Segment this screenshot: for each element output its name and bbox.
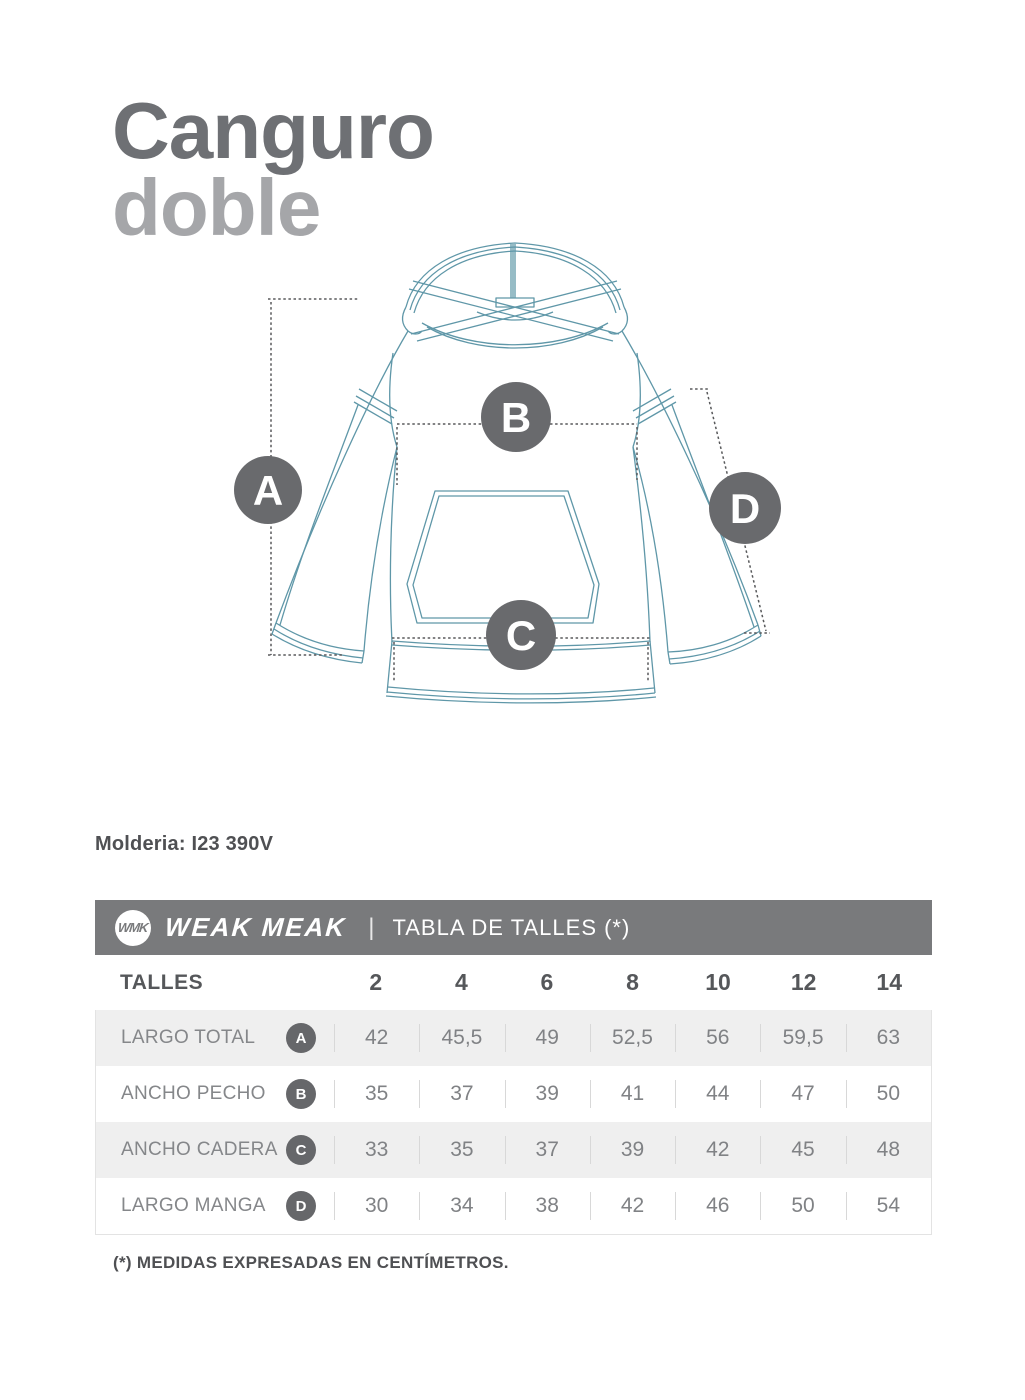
- measurement-value: 59,5: [760, 1010, 845, 1066]
- measurement-value: 47: [760, 1066, 845, 1122]
- row-letter-badge: B: [286, 1079, 316, 1109]
- row-letter-badge: D: [286, 1191, 316, 1221]
- brand-name: WEAK MEAK: [163, 912, 348, 942]
- size-column-header: 4: [454, 969, 468, 995]
- measurement-value: 42: [675, 1122, 760, 1178]
- marker-b-letter: B: [500, 394, 532, 441]
- measurement-value: 45: [760, 1122, 845, 1178]
- hoodie-measurement-diagram: [230, 235, 800, 725]
- measurement-value: 33: [334, 1122, 419, 1178]
- table-header-bar: [95, 900, 932, 955]
- measurement-value: 34: [419, 1178, 504, 1234]
- hoodie-line-art: [230, 235, 800, 725]
- measurement-value: 35: [419, 1122, 504, 1178]
- row-header: [96, 1023, 334, 1053]
- measurement-value: 42: [590, 1178, 675, 1234]
- measurement-value: 44: [675, 1066, 760, 1122]
- row-letter-badge: C: [286, 1135, 316, 1165]
- measurement-value: 54: [846, 1178, 931, 1234]
- row-header: [96, 1135, 334, 1165]
- measurement-value: 39: [590, 1122, 675, 1178]
- measurement-value: 50: [846, 1066, 931, 1122]
- size-column-header: 10: [705, 969, 731, 995]
- measurement-value: 41: [590, 1066, 675, 1122]
- marker-letters: [253, 394, 760, 659]
- measurement-rows: [95, 1010, 932, 1235]
- table-row-ancho-cadera: [96, 1122, 931, 1178]
- page-title: [112, 86, 434, 252]
- size-column-header: 8: [626, 969, 639, 995]
- table-row-largo-total: [96, 1010, 931, 1066]
- row-label: ANCHO PECHO: [121, 1083, 266, 1104]
- row-label: LARGO TOTAL: [121, 1027, 256, 1048]
- size-table: [95, 900, 932, 1235]
- measurement-value: 30: [334, 1178, 419, 1234]
- table-row-largo-manga: [96, 1178, 931, 1234]
- page-title-line1: Canguro: [112, 86, 434, 175]
- row-label: LARGO MANGA: [121, 1195, 266, 1216]
- row-label: ANCHO CADERA: [121, 1139, 278, 1160]
- measurement-value: 56: [675, 1010, 760, 1066]
- measurement-value: 52,5: [590, 1010, 675, 1066]
- molderia-label: Molderia: I23 390V: [95, 833, 274, 855]
- table-row-ancho-pecho: [96, 1066, 931, 1122]
- marker-c-letter: C: [505, 612, 537, 659]
- row-header: [96, 1191, 334, 1221]
- measurement-value: 39: [505, 1066, 590, 1122]
- measurement-value: 48: [846, 1122, 931, 1178]
- units-footnote: (*) MEDIDAS EXPRESADAS EN CENTÍMETROS.: [113, 1253, 509, 1272]
- row-header: [96, 1079, 334, 1109]
- measurement-value: 49: [505, 1010, 590, 1066]
- marker-d-letter: D: [729, 485, 761, 532]
- marker-a-letter: A: [252, 467, 284, 514]
- measurement-value: 63: [846, 1010, 931, 1066]
- measurement-value: 50: [760, 1178, 845, 1234]
- size-column-header: 14: [876, 969, 902, 995]
- measurement-value: 46: [675, 1178, 760, 1234]
- row-letter-badge: A: [286, 1023, 316, 1053]
- size-column-header: 12: [790, 969, 817, 995]
- page-title-line2: doble: [112, 163, 321, 252]
- sizes-header-label: TALLES: [120, 970, 204, 994]
- brand-monogram: WMK: [117, 920, 149, 935]
- bar-divider: |: [368, 913, 375, 941]
- measurement-value: 38: [505, 1178, 590, 1234]
- table-title: TABLA DE TALLES (*): [392, 914, 631, 940]
- measurement-value: 42: [334, 1010, 419, 1066]
- measurement-value: 35: [334, 1066, 419, 1122]
- measurement-value: 37: [419, 1066, 504, 1122]
- size-column-header: 2: [369, 969, 383, 995]
- measurement-value: 37: [505, 1122, 590, 1178]
- sizes-header-row: [95, 955, 932, 1010]
- measurement-value: 45,5: [419, 1010, 504, 1066]
- size-column-header: 6: [540, 969, 554, 995]
- brand-logo-icon: [115, 910, 151, 946]
